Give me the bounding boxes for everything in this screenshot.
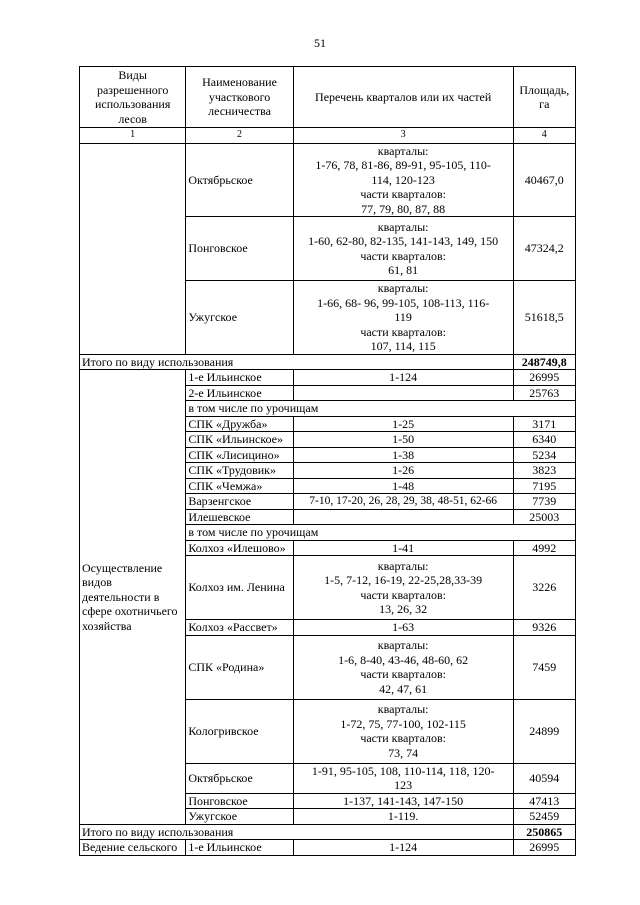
table-row (80, 143, 576, 217)
quarters-line: 123 (394, 778, 413, 792)
forestry-name: 1-е Ильинское (186, 370, 293, 386)
area-value: 52459 (513, 809, 575, 825)
area-value: 47324,2 (513, 217, 575, 281)
area-value: 25003 (513, 509, 575, 525)
quarters-value (293, 509, 513, 525)
area-value: 40467,0 (513, 143, 575, 217)
total-value: 248749,8 (513, 354, 575, 370)
usage-type-label: Осуществление видов деятельности в сфере охотничьего хозяйства (82, 560, 178, 633)
tract-subheader: в том числе по урочищам (186, 525, 576, 541)
quarters-line: 119 (394, 310, 412, 324)
forestry-name: 2-е Ильинское (186, 385, 293, 401)
quarters-value: 1-137, 141-143, 147-150 (293, 793, 513, 809)
area-value: 26995 (513, 370, 575, 386)
quarters-line: 1-5, 7-12, 16-19, 22-25,28,33-39 (324, 573, 483, 587)
forestry-name: Понговское (186, 793, 293, 809)
forestry-name: Понговское (186, 217, 293, 281)
quarters-line: 73, 74 (388, 745, 419, 760)
quarters-line: 1-6, 8-40, 43-46, 48-60, 62 (338, 652, 469, 667)
header-forestry-name: Наименование участкового лесничества (186, 67, 293, 128)
area-value: 7195 (513, 478, 575, 494)
area-value: 7459 (513, 635, 575, 699)
area-value: 4992 (513, 540, 575, 556)
quarters-value: 1-63 (293, 620, 513, 636)
usage-type-label: Ведение сельского (80, 840, 186, 856)
forestry-name: СПК «Родина» (186, 635, 293, 699)
area-value: 9326 (513, 620, 575, 636)
quarters-line: 114, 120-123 (371, 172, 435, 187)
area-value: 3226 (513, 556, 575, 620)
forestry-name: Варзенгское (186, 494, 293, 510)
quarters-value: 1-50 (293, 432, 513, 448)
table-row (80, 370, 576, 386)
total-row (80, 824, 576, 840)
quarters-cell (293, 635, 513, 699)
area-value: 3171 (513, 416, 575, 432)
table-row (80, 840, 576, 856)
quarters-line: 1-72, 75, 77-100, 102-115 (340, 716, 466, 731)
forestry-name: СПК «Лисицино» (186, 447, 293, 463)
quarters-value: 1-41 (293, 540, 513, 556)
area-value: 7739 (513, 494, 575, 510)
column-number: 1 (80, 128, 186, 144)
area-value: 51618,5 (513, 281, 575, 355)
forestry-name: Колхоз «Илешово» (186, 540, 293, 556)
quarters-line: кварталы: (377, 702, 429, 716)
forest-use-table (79, 66, 576, 856)
header-usage-type: Виды разрешенного использования лесов (80, 67, 186, 128)
total-row (80, 354, 576, 370)
area-value: 5234 (513, 447, 575, 463)
quarters-cell (293, 217, 513, 281)
quarters-line: 77, 79, 80, 87, 88 (361, 201, 446, 216)
forestry-name: Октябрьское (186, 763, 293, 793)
quarters-value: 1-25 (293, 416, 513, 432)
quarters-line: части кварталов: (360, 187, 446, 201)
quarters-value (293, 385, 513, 401)
forestry-name: Октябрьское (186, 143, 293, 217)
forestry-name: Кологривское (186, 699, 293, 763)
quarters-cell (293, 281, 513, 355)
header-area: Площадь, га (513, 67, 575, 128)
total-value: 250865 (513, 824, 575, 840)
quarters-line: части кварталов: (360, 324, 446, 339)
quarters-line: 13, 26, 32 (379, 602, 428, 616)
forestry-name: Колхоз им. Ленина (186, 556, 293, 620)
quarters-value: 1-26 (293, 463, 513, 479)
table-header-row (80, 67, 576, 128)
quarters-value: 1-38 (293, 447, 513, 463)
usage-type-cell (80, 370, 186, 825)
header-quarters-list: Перечень кварталов или их частей (293, 67, 513, 128)
quarters-value: 1-48 (293, 478, 513, 494)
total-label: Итого по виду использования (80, 354, 514, 370)
quarters-line: части кварталов: (360, 587, 446, 602)
quarters-value: 1-124 (293, 370, 513, 386)
forestry-name: Ужугское (186, 281, 293, 355)
quarters-line: 61, 81 (388, 263, 419, 277)
column-number-row (80, 128, 576, 144)
quarters-line: кварталы: (377, 143, 429, 158)
quarters-line: части кварталов: (360, 731, 446, 745)
quarters-line: 42, 47, 61 (379, 681, 428, 696)
quarters-value: 1-124 (293, 840, 513, 856)
forestry-name: Колхоз «Рассвет» (186, 620, 293, 636)
quarters-line: части кварталов: (360, 248, 446, 263)
quarters-line: 107, 114, 115 (370, 339, 436, 353)
page-number: 51 (314, 36, 326, 50)
total-label: Итого по виду использования (80, 824, 514, 840)
quarters-line: части кварталов: (360, 667, 446, 681)
quarters-line: кварталы: (377, 558, 429, 573)
quarters-line: 1-91, 95-105, 108, 110-114, 118, 120- (311, 763, 495, 778)
forestry-name: СПК «Дружба» (186, 416, 293, 432)
column-number: 2 (186, 128, 293, 144)
tract-subheader: в том числе по урочищам (186, 401, 576, 417)
quarters-cell (293, 143, 513, 217)
forestry-name: СПК «Трудовик» (186, 463, 293, 479)
quarters-cell (293, 699, 513, 763)
quarters-line: кварталы: (377, 638, 429, 652)
quarters-line: 1-76, 78, 81-86, 89-91, 95-105, 110- (315, 158, 491, 172)
forestry-name: СПК «Ильинское» (186, 432, 293, 448)
forestry-name: СПК «Чемжа» (186, 478, 293, 494)
quarters-line: кварталы: (377, 219, 429, 234)
quarters-line: 1-66, 68- 96, 99-105, 108-113, 116- (317, 295, 490, 310)
forestry-name: Ужугское (186, 809, 293, 825)
quarters-line: 1-60, 62-80, 82-135, 141-143, 149, 150 (308, 234, 499, 248)
quarters-cell (293, 556, 513, 620)
area-value: 24899 (513, 699, 575, 763)
area-value: 26995 (513, 840, 575, 856)
column-number: 4 (513, 128, 575, 144)
usage-type-cell (80, 143, 186, 354)
column-number: 3 (293, 128, 513, 144)
quarters-line: кварталы: (377, 281, 429, 295)
quarters-cell (293, 763, 513, 793)
quarters-value: 1-119. (293, 809, 513, 825)
area-value: 3823 (513, 463, 575, 479)
quarters-value: 7-10, 17-20, 26, 28, 29, 38, 48-51, 62-66 (293, 494, 513, 510)
area-value: 6340 (513, 432, 575, 448)
forestry-name: Илешевское (186, 509, 293, 525)
area-value: 47413 (513, 793, 575, 809)
area-value: 40594 (513, 763, 575, 793)
forestry-name: 1-е Ильинское (186, 840, 293, 856)
area-value: 25763 (513, 385, 575, 401)
